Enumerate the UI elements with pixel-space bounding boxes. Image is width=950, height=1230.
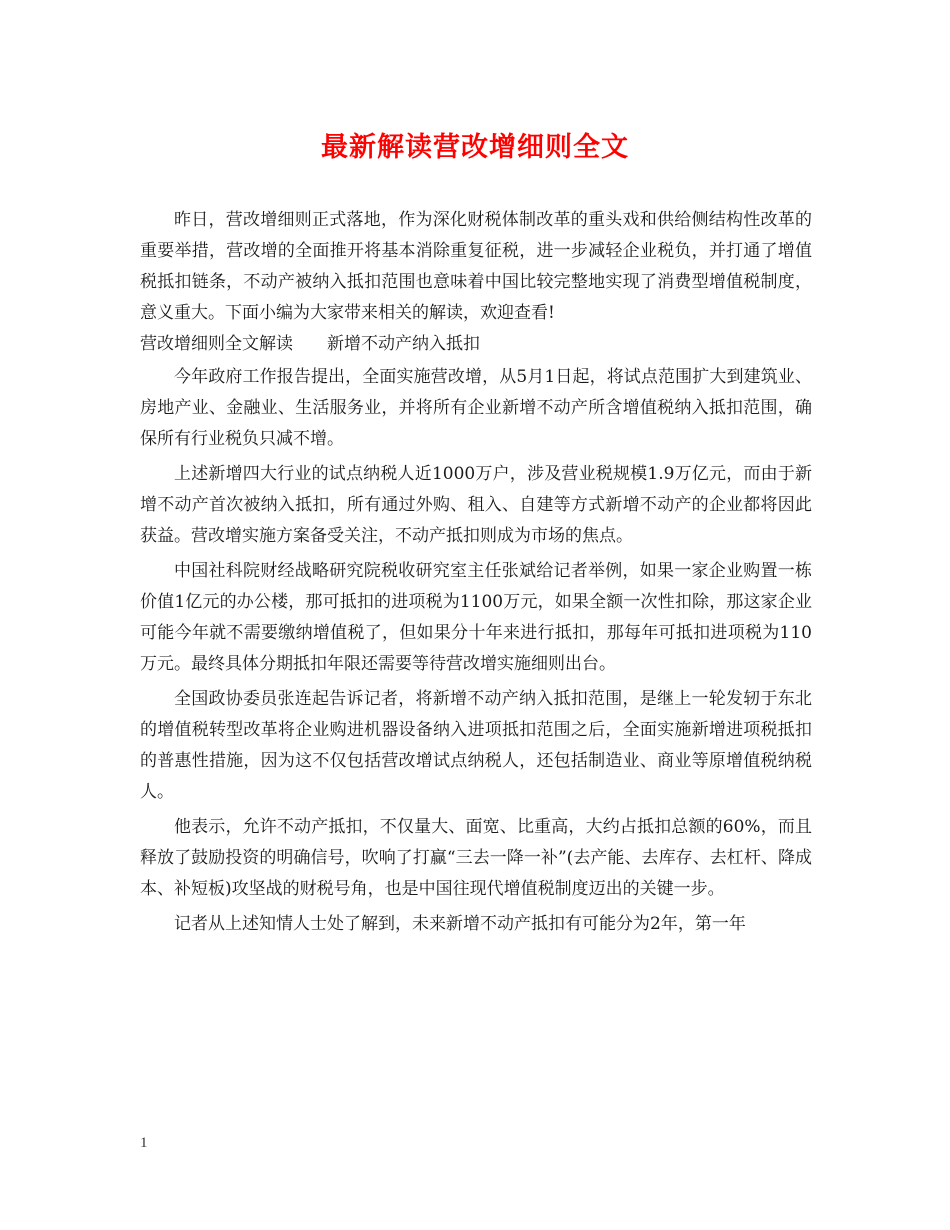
paragraph: 中国社科院财经战略研究院税收研究室主任张斌给记者举例，如果一家企业购置一栋价值1亿元的办公楼，那可抵扣的进项税为1100万元，如果全额一次性扣除，那这家企业可能今年就不需要缴纳增值税了，但如果分十年来进行抵扣，那每年可抵扣进项税为110万元。最终具体分期抵扣年限还需要等待营改增实施细则出台。 bbox=[140, 561, 812, 674]
subheading-right: 新增不动产纳入抵扣 bbox=[327, 334, 480, 354]
paragraph: 记者从上述知情人士处了解到，未来新增不动产抵扣有可能分为2年，第一年 bbox=[174, 914, 746, 934]
section-subheading bbox=[140, 329, 812, 360]
paragraph: 他表示，允许不动产抵扣，不仅量大、面宽、比重高，大约占抵扣总额的60%，而且释放了鼓励投资的明确信号，吹响了打赢“三去一降一补”(去产能、去库存、去杠杆、降成本、补短板)攻坚战的财税号角，也是中国往现代增值税制度迈出的关键一步。 bbox=[140, 817, 812, 899]
document-title: 最新解读营改增细则全文 bbox=[321, 132, 629, 163]
paragraph: 全国政协委员张连起告诉记者，将新增不动产纳入抵扣范围，是继上一轮发轫于东北的增值税转型改革将企业购进机器设备纳入进项抵扣范围之后，全面实施新增进项税抵扣的普惠性措施，因为这不仅包括营改增试点纳税人，还包括制造业、商业等原增值税纳税人。 bbox=[140, 689, 812, 802]
paragraph: 今年政府工作报告提出，全面实施营改增，从5月1日起，将试点范围扩大到建筑业、房地产业、金融业、生活服务业，并将所有企业新增不动产所含增值税纳入抵扣范围，确保所有行业税负只减不增。 bbox=[140, 367, 812, 449]
paragraph: 上述新增四大行业的试点纳税人近1000万户，涉及营业税规模1.9万亿元，而由于新增不动产首次被纳入抵扣，所有通过外购、租入、自建等方式新增不动产的企业都将因此获益。营改增实施方案备受关注，不动产抵扣则成为市场的焦点。 bbox=[140, 464, 812, 546]
document-body bbox=[140, 205, 812, 940]
paragraph: 昨日，营改增细则正式落地，作为深化财税体制改革的重头戏和供给侧结构性改革的重要举措，营改增的全面推开将基本消除重复征税，进一步减轻企业税负，并打通了增值税抵扣链条，不动产被纳入抵扣范围也意味着中国比较完整地实现了消费型增值税制度，意义重大。下面小编为大家带来相关的解读，欢迎查看! bbox=[140, 210, 812, 323]
page-number: 1 bbox=[140, 1135, 148, 1151]
subheading-left: 营改增细则全文解读 bbox=[140, 334, 293, 354]
